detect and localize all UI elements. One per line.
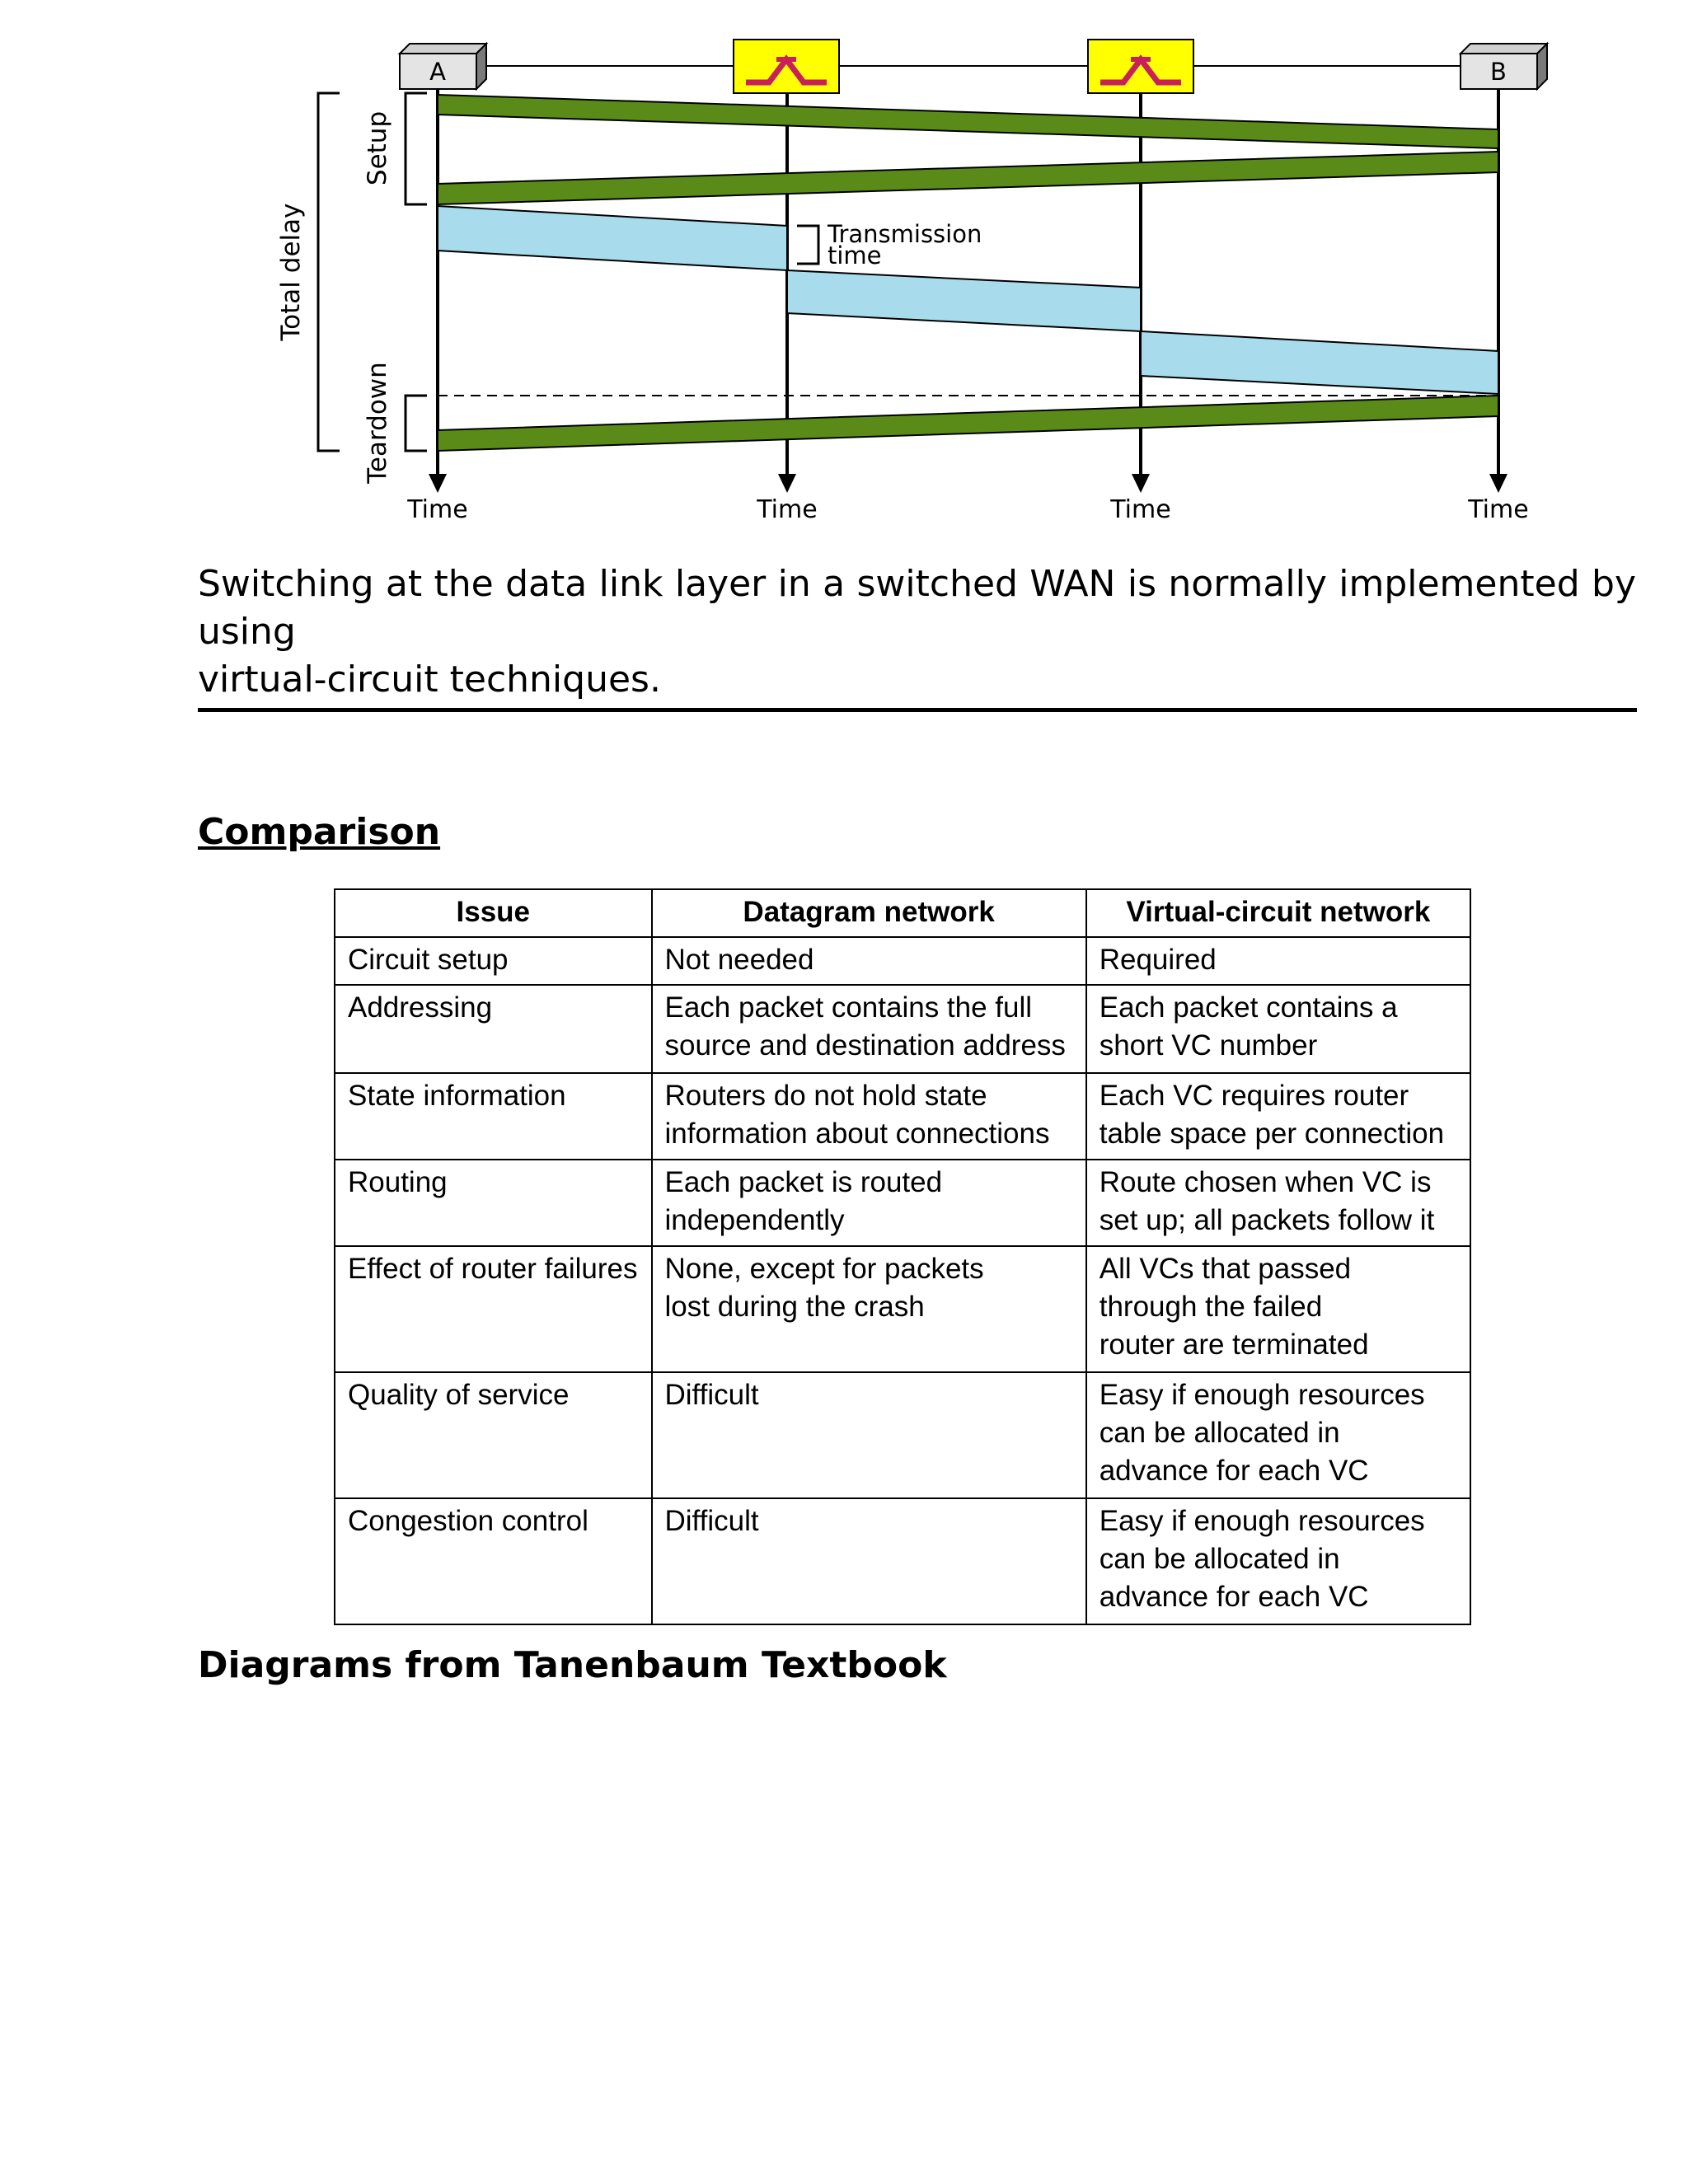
transmission-time-label-line1: Transmission bbox=[828, 220, 982, 248]
header-issue: Issue bbox=[335, 889, 652, 937]
table-cell: Difficult bbox=[652, 1498, 1086, 1624]
intro-line-2: virtual-circuit techniques. bbox=[198, 658, 661, 701]
intro-line-1: Switching at the data link layer in a switched WAN is normally implemented by using bbox=[198, 563, 1636, 653]
virtual-circuit-timing-diagram bbox=[0, 0, 1688, 544]
table-cell: All VCs that passed through the failed router are terminated bbox=[1086, 1246, 1470, 1372]
teardown-bracket bbox=[406, 396, 427, 451]
table-cell: Circuit setup bbox=[335, 937, 652, 985]
footer-heading: Diagrams from Tanenbaum Textbook bbox=[198, 1644, 947, 1686]
data-band-segment-3 bbox=[1141, 331, 1498, 394]
comparison-heading: Comparison bbox=[198, 811, 441, 853]
setup-bracket bbox=[406, 93, 427, 204]
transmission-time-bracket bbox=[797, 226, 818, 264]
setup-label: Setup bbox=[363, 110, 392, 186]
setup-ack-band bbox=[438, 152, 1498, 204]
table-cell: Routers do not hold state information about connections bbox=[652, 1073, 1086, 1160]
teardown-band bbox=[438, 396, 1498, 451]
table-cell: Easy if enough resources can be allocated in advance for each VC bbox=[1086, 1498, 1470, 1624]
table-row bbox=[335, 1073, 1470, 1160]
table-cell: Difficult bbox=[652, 1372, 1086, 1498]
router-1 bbox=[734, 40, 839, 93]
time-label-router-1: Time bbox=[757, 495, 818, 524]
header-datagram-network: Datagram network bbox=[652, 889, 1086, 937]
table-row bbox=[335, 1498, 1470, 1624]
table-row bbox=[335, 985, 1470, 1073]
table-row bbox=[335, 1372, 1470, 1498]
router-2 bbox=[1088, 40, 1193, 93]
header-virtual-circuit-network: Virtual-circuit network bbox=[1086, 889, 1470, 937]
data-band-segment-2 bbox=[787, 270, 1141, 331]
table-cell: Each VC requires router table space per connection bbox=[1086, 1073, 1470, 1160]
node-b-label: B bbox=[1490, 58, 1507, 86]
table-cell: Route chosen when VC is set up; all packets follow it bbox=[1086, 1160, 1470, 1246]
intro-paragraph bbox=[198, 560, 1636, 704]
table-cell: Easy if enough resources can be allocated in advance for each VC bbox=[1086, 1372, 1470, 1498]
time-label-router-2: Time bbox=[1110, 495, 1171, 524]
table-cell: Required bbox=[1086, 937, 1470, 985]
total-delay-bracket bbox=[318, 93, 340, 451]
setup-request-band bbox=[438, 95, 1498, 148]
node-a bbox=[400, 44, 486, 89]
node-b bbox=[1461, 44, 1547, 89]
section-divider bbox=[198, 708, 1637, 712]
teardown-label: Teardown bbox=[363, 362, 392, 484]
table-header-row bbox=[335, 889, 1470, 937]
data-band-segment-1 bbox=[438, 206, 787, 270]
table-cell: Congestion control bbox=[335, 1498, 652, 1624]
table-cell: Quality of service bbox=[335, 1372, 652, 1498]
table-row bbox=[335, 1160, 1470, 1246]
table-row bbox=[335, 1246, 1470, 1372]
transmission-time-label-line2: time bbox=[828, 241, 882, 269]
table-cell: State information bbox=[335, 1073, 652, 1160]
comparison-table bbox=[334, 888, 1471, 1625]
table-cell: Each packet is routed independently bbox=[652, 1160, 1086, 1246]
time-axis-arrows bbox=[429, 474, 1507, 493]
total-delay-label: Total delay bbox=[276, 203, 306, 341]
table-cell: Routing bbox=[335, 1160, 652, 1246]
time-label-b: Time bbox=[1468, 495, 1529, 524]
node-a-label: A bbox=[429, 58, 446, 86]
table-cell: Not needed bbox=[652, 937, 1086, 985]
table-cell: None, except for packets lost during the crash bbox=[652, 1246, 1086, 1372]
table-cell: Each packet contains a short VC number bbox=[1086, 985, 1470, 1073]
time-label-a: Time bbox=[407, 495, 468, 524]
table-row bbox=[335, 937, 1470, 985]
table-cell: Addressing bbox=[335, 985, 652, 1073]
table-cell: Each packet contains the full source and destination address bbox=[652, 985, 1086, 1073]
table-cell: Effect of router failures bbox=[335, 1246, 652, 1372]
